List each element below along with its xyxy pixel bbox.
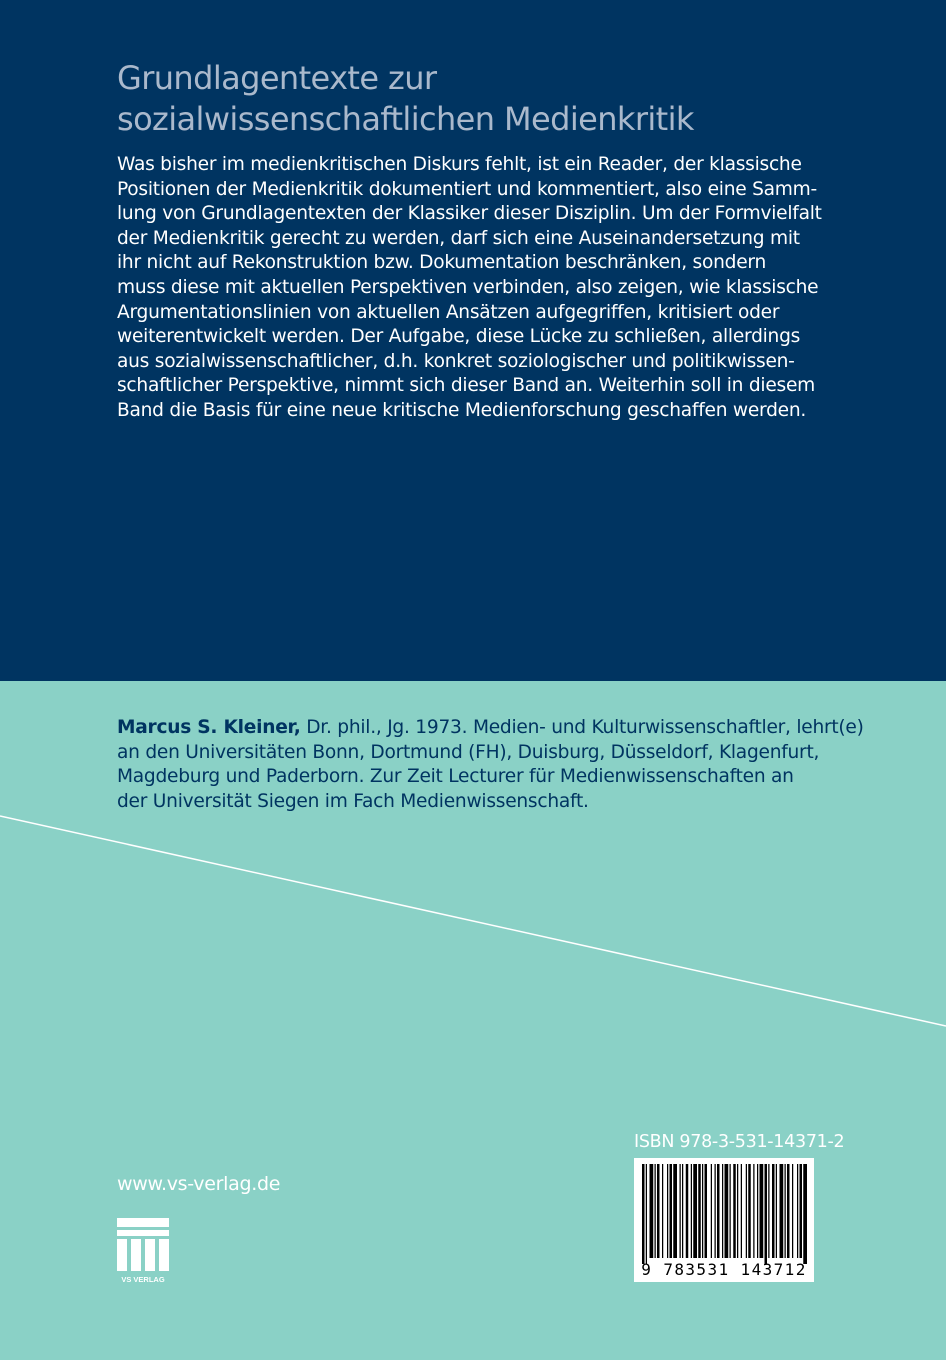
description-line: Argumentationslinien von aktuellen Ansätzen aufgegriffen, kritisiert oder xyxy=(117,301,780,323)
barcode-bar xyxy=(765,1164,768,1264)
author-bio xyxy=(117,716,864,814)
barcode-bar xyxy=(657,1164,660,1258)
barcode-bar xyxy=(757,1164,758,1258)
barcode-bar xyxy=(730,1164,731,1258)
barcode-bar xyxy=(698,1164,701,1258)
barcode-bar xyxy=(725,1164,729,1258)
title-line-1: Grundlagentexte zur xyxy=(117,59,437,97)
barcode-bar xyxy=(741,1164,742,1258)
description-line: schaftlicher Perspektive, nimmt sich dieser Band an. Weiterhin soll in diesem xyxy=(117,375,816,397)
barcode-bar xyxy=(803,1164,807,1264)
barcode-bar xyxy=(655,1164,656,1258)
bio-line: der Universität Siegen im Fach Medienwissenschaft. xyxy=(117,790,589,812)
barcode-bar xyxy=(785,1164,786,1258)
author-name: Marcus S. Kleiner, xyxy=(117,717,301,738)
logo-text: VS VERLAG xyxy=(121,1275,165,1284)
publisher-url[interactable]: www.vs-verlag.de xyxy=(117,1173,281,1195)
barcode-bar xyxy=(715,1164,716,1258)
barcode-bar xyxy=(746,1164,747,1258)
barcode-bar xyxy=(748,1164,751,1258)
bio-line: Magdeburg und Paderborn. Zur Zeit Lecturer für Medienwissenschaften an xyxy=(117,766,794,788)
barcode-bar xyxy=(662,1164,663,1258)
barcode-bar xyxy=(722,1164,723,1258)
barcode-bar xyxy=(787,1164,790,1258)
barcode-bar xyxy=(642,1164,645,1264)
book-description xyxy=(117,153,837,424)
barcode-bar xyxy=(693,1164,697,1258)
title-line-2: sozialwissenschaftlichen Medienkritik xyxy=(117,100,694,138)
barcode-bar xyxy=(753,1164,754,1258)
description-line: Band die Basis für eine neue kritische Medienforschung geschaffen werden. xyxy=(117,399,807,421)
barcode-bar xyxy=(682,1164,683,1258)
barcode-bar xyxy=(733,1164,736,1258)
barcode-bar xyxy=(717,1164,720,1258)
bio-line-rest: Dr. phil., Jg. 1973. Medien- und Kulturwissenschaftler, lehrt(e) xyxy=(300,717,864,738)
barcode-bar xyxy=(772,1164,775,1258)
book-title xyxy=(117,58,897,140)
description-line: Positionen der Medienkritik dokumentiert und kommentiert, also eine Samm- xyxy=(117,178,817,200)
barcode-bar xyxy=(776,1164,777,1258)
barcode-bar xyxy=(673,1164,677,1258)
barcode-bar xyxy=(797,1164,798,1258)
barcode-bar xyxy=(800,1164,803,1258)
description-line: muss diese mit aktuellen Perspektiven verbinden, also zeigen, wie klassische xyxy=(117,276,819,298)
bio-line xyxy=(117,716,864,741)
barcode-bar xyxy=(691,1164,692,1258)
barcode-bar xyxy=(702,1164,703,1258)
barcode-bar xyxy=(780,1164,784,1258)
vs-verlag-logo-icon xyxy=(117,1218,169,1284)
barcode-bar xyxy=(670,1164,673,1258)
description-line: lung von Grundlagentexten der Klassiker dieser Disziplin. Um der Formvielfalt xyxy=(117,203,822,225)
description-line: der Medienkritik gerecht zu werden, darf sich eine Auseinandersetzung mit xyxy=(117,227,800,249)
barcode-bar xyxy=(792,1164,793,1258)
barcode-bar xyxy=(705,1164,708,1258)
barcode-bar xyxy=(768,1164,769,1258)
barcode xyxy=(634,1158,814,1282)
isbn-label: ISBN 978-3-531-14371-2 xyxy=(634,1132,845,1152)
barcode-bar xyxy=(667,1164,668,1258)
description-line: Was bisher im medienkritischen Diskurs fehlt, ist ein Reader, der klassische xyxy=(117,154,802,175)
barcode-bar xyxy=(737,1164,738,1258)
barcode-bar xyxy=(760,1164,764,1258)
description-line: weiterentwickelt werden. Der Aufgabe, diese Lücke zu schließen, allerdings xyxy=(117,326,801,348)
barcode-bar xyxy=(686,1164,689,1258)
barcode-bar xyxy=(650,1164,654,1258)
barcode-bar xyxy=(711,1164,712,1258)
description-line: aus sozialwissenschaftlicher, d.h. konkret soziologischer und politikwissen- xyxy=(117,350,795,372)
description-line: ihr nicht auf Rekonstruktion bzw. Dokumentation beschränken, sondern xyxy=(117,252,766,274)
barcode-digits: 9 783531 143712 xyxy=(641,1260,807,1279)
barcode-bar xyxy=(646,1164,647,1264)
barcode-bar xyxy=(680,1164,681,1258)
bio-line: an den Universitäten Bonn, Dortmund (FH), Duisburg, Düsseldorf, Klagenfurt, xyxy=(117,741,820,763)
